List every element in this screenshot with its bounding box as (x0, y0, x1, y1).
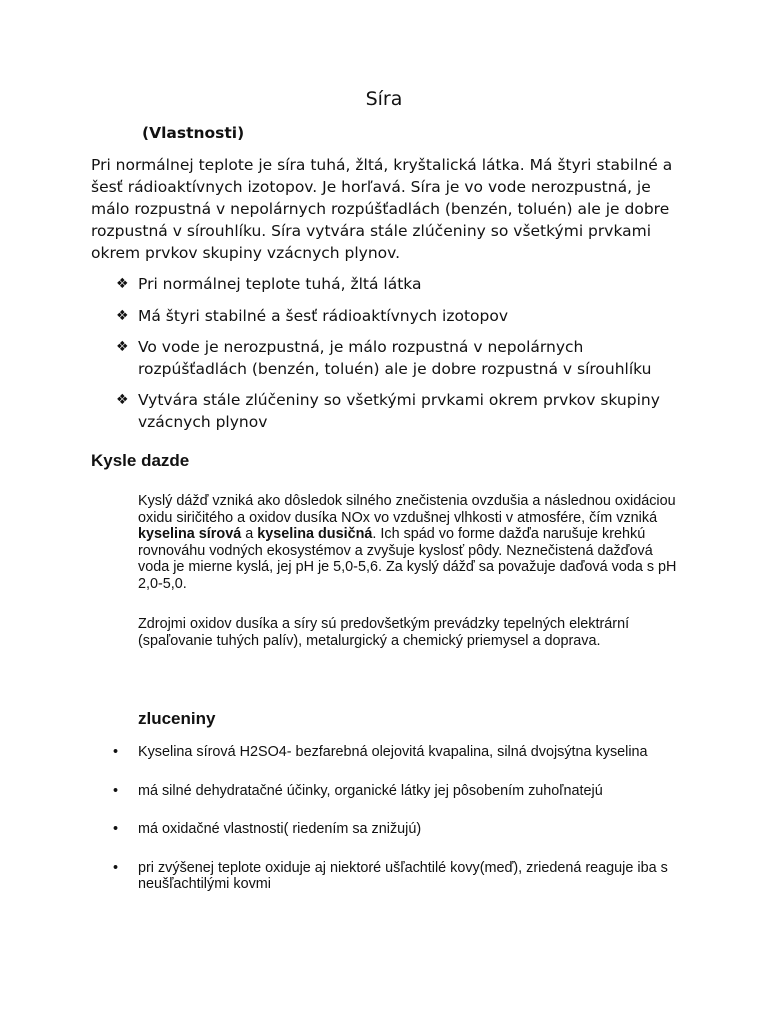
paragraph-text: . Ich spád vo forme dažďa narušuje krehkú rovnováhu vodných ekosystémov a zvyšuje kyslosť pôdy. Neznečistená dažďová voda je mierne kyslá, jej pH je 5,0-5,6. Za kyslý dážď sa považuje daďová voda s pH 2,0-5,0. (138, 526, 677, 592)
bullet-icon: • (113, 859, 119, 876)
list-item-text: pri zvýšenej teplote oxiduje aj niektoré ušľachtilé kovy(meď), zriedená reaguje iba s neušľachtilými kovmi (138, 859, 668, 892)
acid-rain-heading: Kysle dazde (91, 451, 190, 470)
intro-paragraph: Pri normálnej teplote je síra tuhá, žltá, kryštalická látka. Má štyri stabilné a šesť rádioaktívnych izotopov. Je horľavá. Síra je vo vode nerozpustná, je málo rozpustná v nepolárnych rozpúšťadlách (benzén, toluén) ale je dobre rozpustná v sírouhlíku. Síra vytvára stále zlúčeniny so všetkými prvkami okrem prvkov skupiny vzácnych plynov. (91, 156, 673, 262)
diamond-bullet-icon: ❖ (116, 276, 129, 292)
list-item-text: Vo vode je nerozpustná, je málo rozpustná v nepolárnych rozpúšťadlách (benzén, toluén) ale je dobre rozpustná v sírouhlíku (138, 338, 652, 378)
sources-paragraph: Zdrojmi oxidov dusíka a síry sú predovšetkým prevádzky tepelných elektrární (spaľovanie tuhých palív), metalurgický a chemický priemysel a doprava. (138, 616, 630, 649)
page-subtitle: (Vlastnosti) (142, 124, 245, 142)
paragraph-text: Kyslý dážď vzniká ako dôsledok silného znečistenia ovzdušia a následnou oxidáciou oxidu siričitého a oxidov dusíka NOx vo vzdušnej vlhkosti v atmosfére, čím vzniká (138, 493, 676, 526)
list-item (116, 274, 676, 296)
list-item (113, 744, 678, 761)
properties-list (116, 274, 676, 443)
list-item (113, 821, 678, 838)
list-item (113, 860, 678, 893)
bullet-icon: • (113, 782, 119, 799)
list-item-text: Pri normálnej teplote tuhá, žltá látka (138, 275, 422, 293)
list-item (113, 783, 678, 800)
bold-term: kyselina sírová (138, 526, 242, 542)
list-item-text: má silné dehydratačné účinky, organické látky jej pôsobením zuhoľnatejú (138, 782, 603, 799)
list-item (116, 306, 676, 328)
list-item (116, 390, 676, 433)
compounds-heading: zluceniny (138, 709, 216, 728)
list-item-text: Kyselina sírová H2SO4- bezfarebná olejovitá kvapalina, silná dvojsýtna kyselina (138, 744, 648, 760)
list-item-text: má oxidačné vlastnosti( riedením sa znižujú) (138, 821, 422, 837)
list-item (116, 337, 676, 380)
bold-term: kyselina dusičná (257, 526, 373, 542)
compounds-list (113, 744, 678, 893)
list-item-text: Vytvára stále zlúčeniny so všetkými prvkami okrem prvkov skupiny vzácnych plynov (138, 391, 660, 431)
bullet-icon: • (113, 821, 119, 837)
diamond-bullet-icon: ❖ (116, 307, 129, 324)
diamond-bullet-icon: ❖ (116, 339, 129, 355)
list-item-text: Má štyri stabilné a šesť rádioaktívnych izotopov (138, 306, 509, 325)
diamond-bullet-icon: ❖ (116, 392, 129, 408)
paragraph-text: a (241, 526, 258, 542)
acid-rain-paragraph (138, 493, 678, 592)
bullet-icon: • (113, 744, 119, 760)
page-title: Síra (365, 88, 403, 110)
